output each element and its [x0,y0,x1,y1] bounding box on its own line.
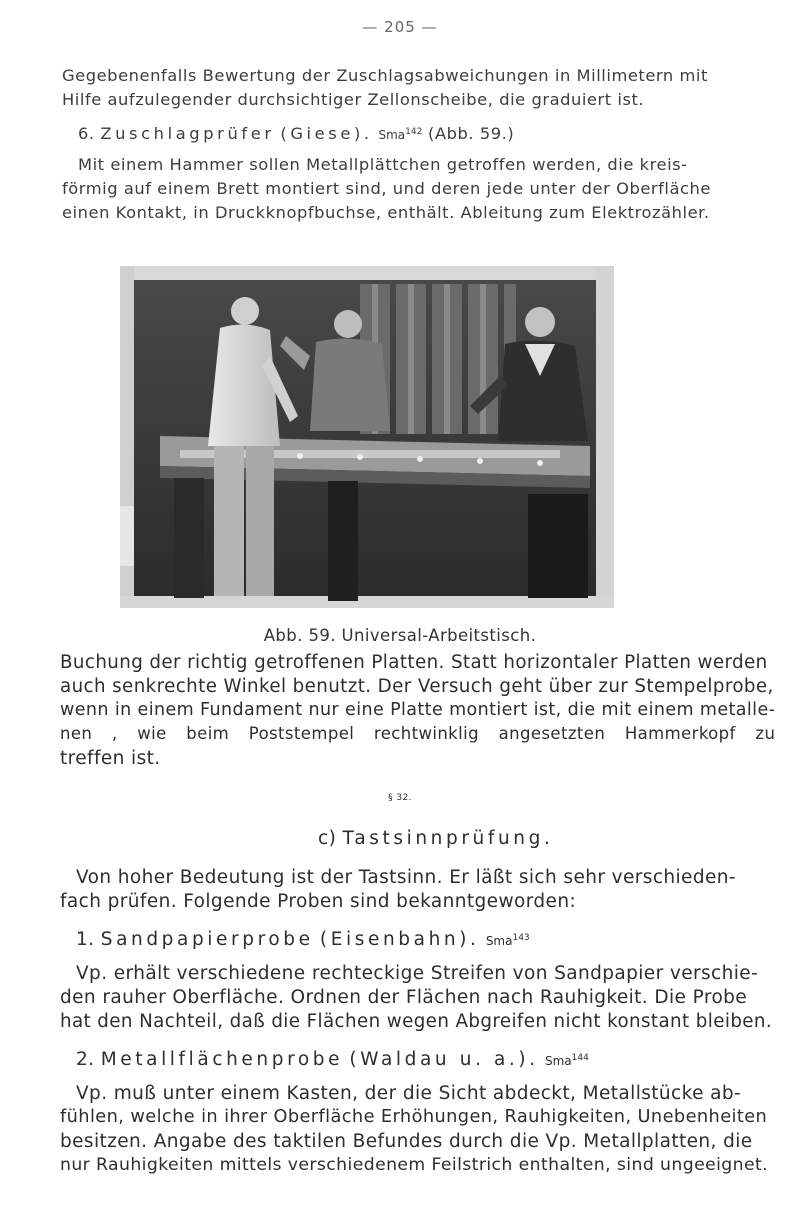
page-number: — 205 — [362,18,438,36]
item-heading-1 [76,929,530,950]
text-line: nur Rauhigkeiten mittels verschiedenem Feilstrich enthalten, sind ungeeignet. [60,1155,769,1175]
text-line: wenn in einem Fundament nur eine Platte montiert ist, die mit einem metalle- [60,700,776,720]
item-heading-2 [76,1049,589,1070]
text-line: Mit einem Hammer sollen Metallplättchen getroffen werden, die kreis- [78,155,688,174]
text-line: förmig auf einem Brett montiert sind, und deren jede unter der Oberfläche [62,179,711,198]
section-title: Tastsinnprüfung. [342,828,554,849]
text-line: fühlen, welche in ihrer Oberfläche Erhöhungen, Rauhigkeiten, Unebenheiten [60,1107,768,1127]
item-number: 2. [76,1049,95,1070]
workbench-photo-drawing [120,266,614,608]
text-line: Vp. muß unter einem Kasten, der die Sicht abdeckt, Metallstücke ab- [76,1083,742,1104]
text-line: Gegebenenfalls Bewertung der Zuschlagsabweichungen in Millimetern mit [62,66,708,85]
item-title: Metallflächenprobe [100,1049,344,1070]
item-number: 6. [78,124,95,143]
section-heading [318,828,553,849]
figure-reference: (Abb. 59.) [428,124,515,143]
item-title: Zuschlagprüfer [100,124,275,143]
source-ref-number: 144 [571,1053,589,1063]
section-letter: c) [318,828,337,849]
text-line: treffen ist. [60,748,161,769]
item-author: (Giese). [280,124,373,143]
item-title: Sandpapierprobe [100,929,314,950]
text-line: einen Kontakt, in Druckknopfbuchse, enthält. Ableitung zum Elektrozähler. [62,203,710,222]
source-ref-number: 143 [512,933,530,943]
text-line: fach prüfen. Folgende Proben sind bekanntgeworden: [60,891,577,912]
source-ref: Sma [485,934,513,948]
figure-caption: Abb. 59. Universal-Arbeitstisch. [263,626,537,645]
item-number: 1. [76,929,95,950]
text-line: Vp. erhält verschiedene rechteckige Streifen von Sandpapier verschie- [76,963,759,984]
section-number: § 32. [388,793,412,803]
text-line: auch senkrechte Winkel benutzt. Der Versuch geht über zur Stempelprobe, [60,676,774,697]
source-ref: Sma [545,1054,572,1068]
text-line: nen , wie beim Poststempel rechtwinklig angesetzten Hammerkopf zu [60,724,776,743]
item-author: (Waldau u. a.). [349,1049,539,1070]
workbench-photo [120,266,614,608]
text-line: Von hoher Bedeutung ist der Tastsinn. Er läßt sich sehr verschieden- [76,867,736,888]
source-ref: Sma [378,128,406,142]
text-line: besitzen. Angabe des taktilen Befundes durch die Vp. Metallplatten, die [60,1131,753,1152]
text-line: hat den Nachteil, daß die Flächen wegen Abgreifen nicht konstant bleiben. [60,1011,773,1032]
item-heading-6 [78,124,514,143]
source-ref-number: 142 [405,127,423,137]
item-author: (Eisenbahn). [319,929,480,950]
text-line: den rauher Oberfläche. Ordnen der Flächen nach Rauhigkeit. Die Probe [60,987,748,1008]
text-line: Buchung der richtig getroffenen Platten. Statt horizontaler Platten werden [60,652,768,673]
text-line: Hilfe aufzulegender durchsichtiger Zellonscheibe, die graduiert ist. [62,90,645,109]
